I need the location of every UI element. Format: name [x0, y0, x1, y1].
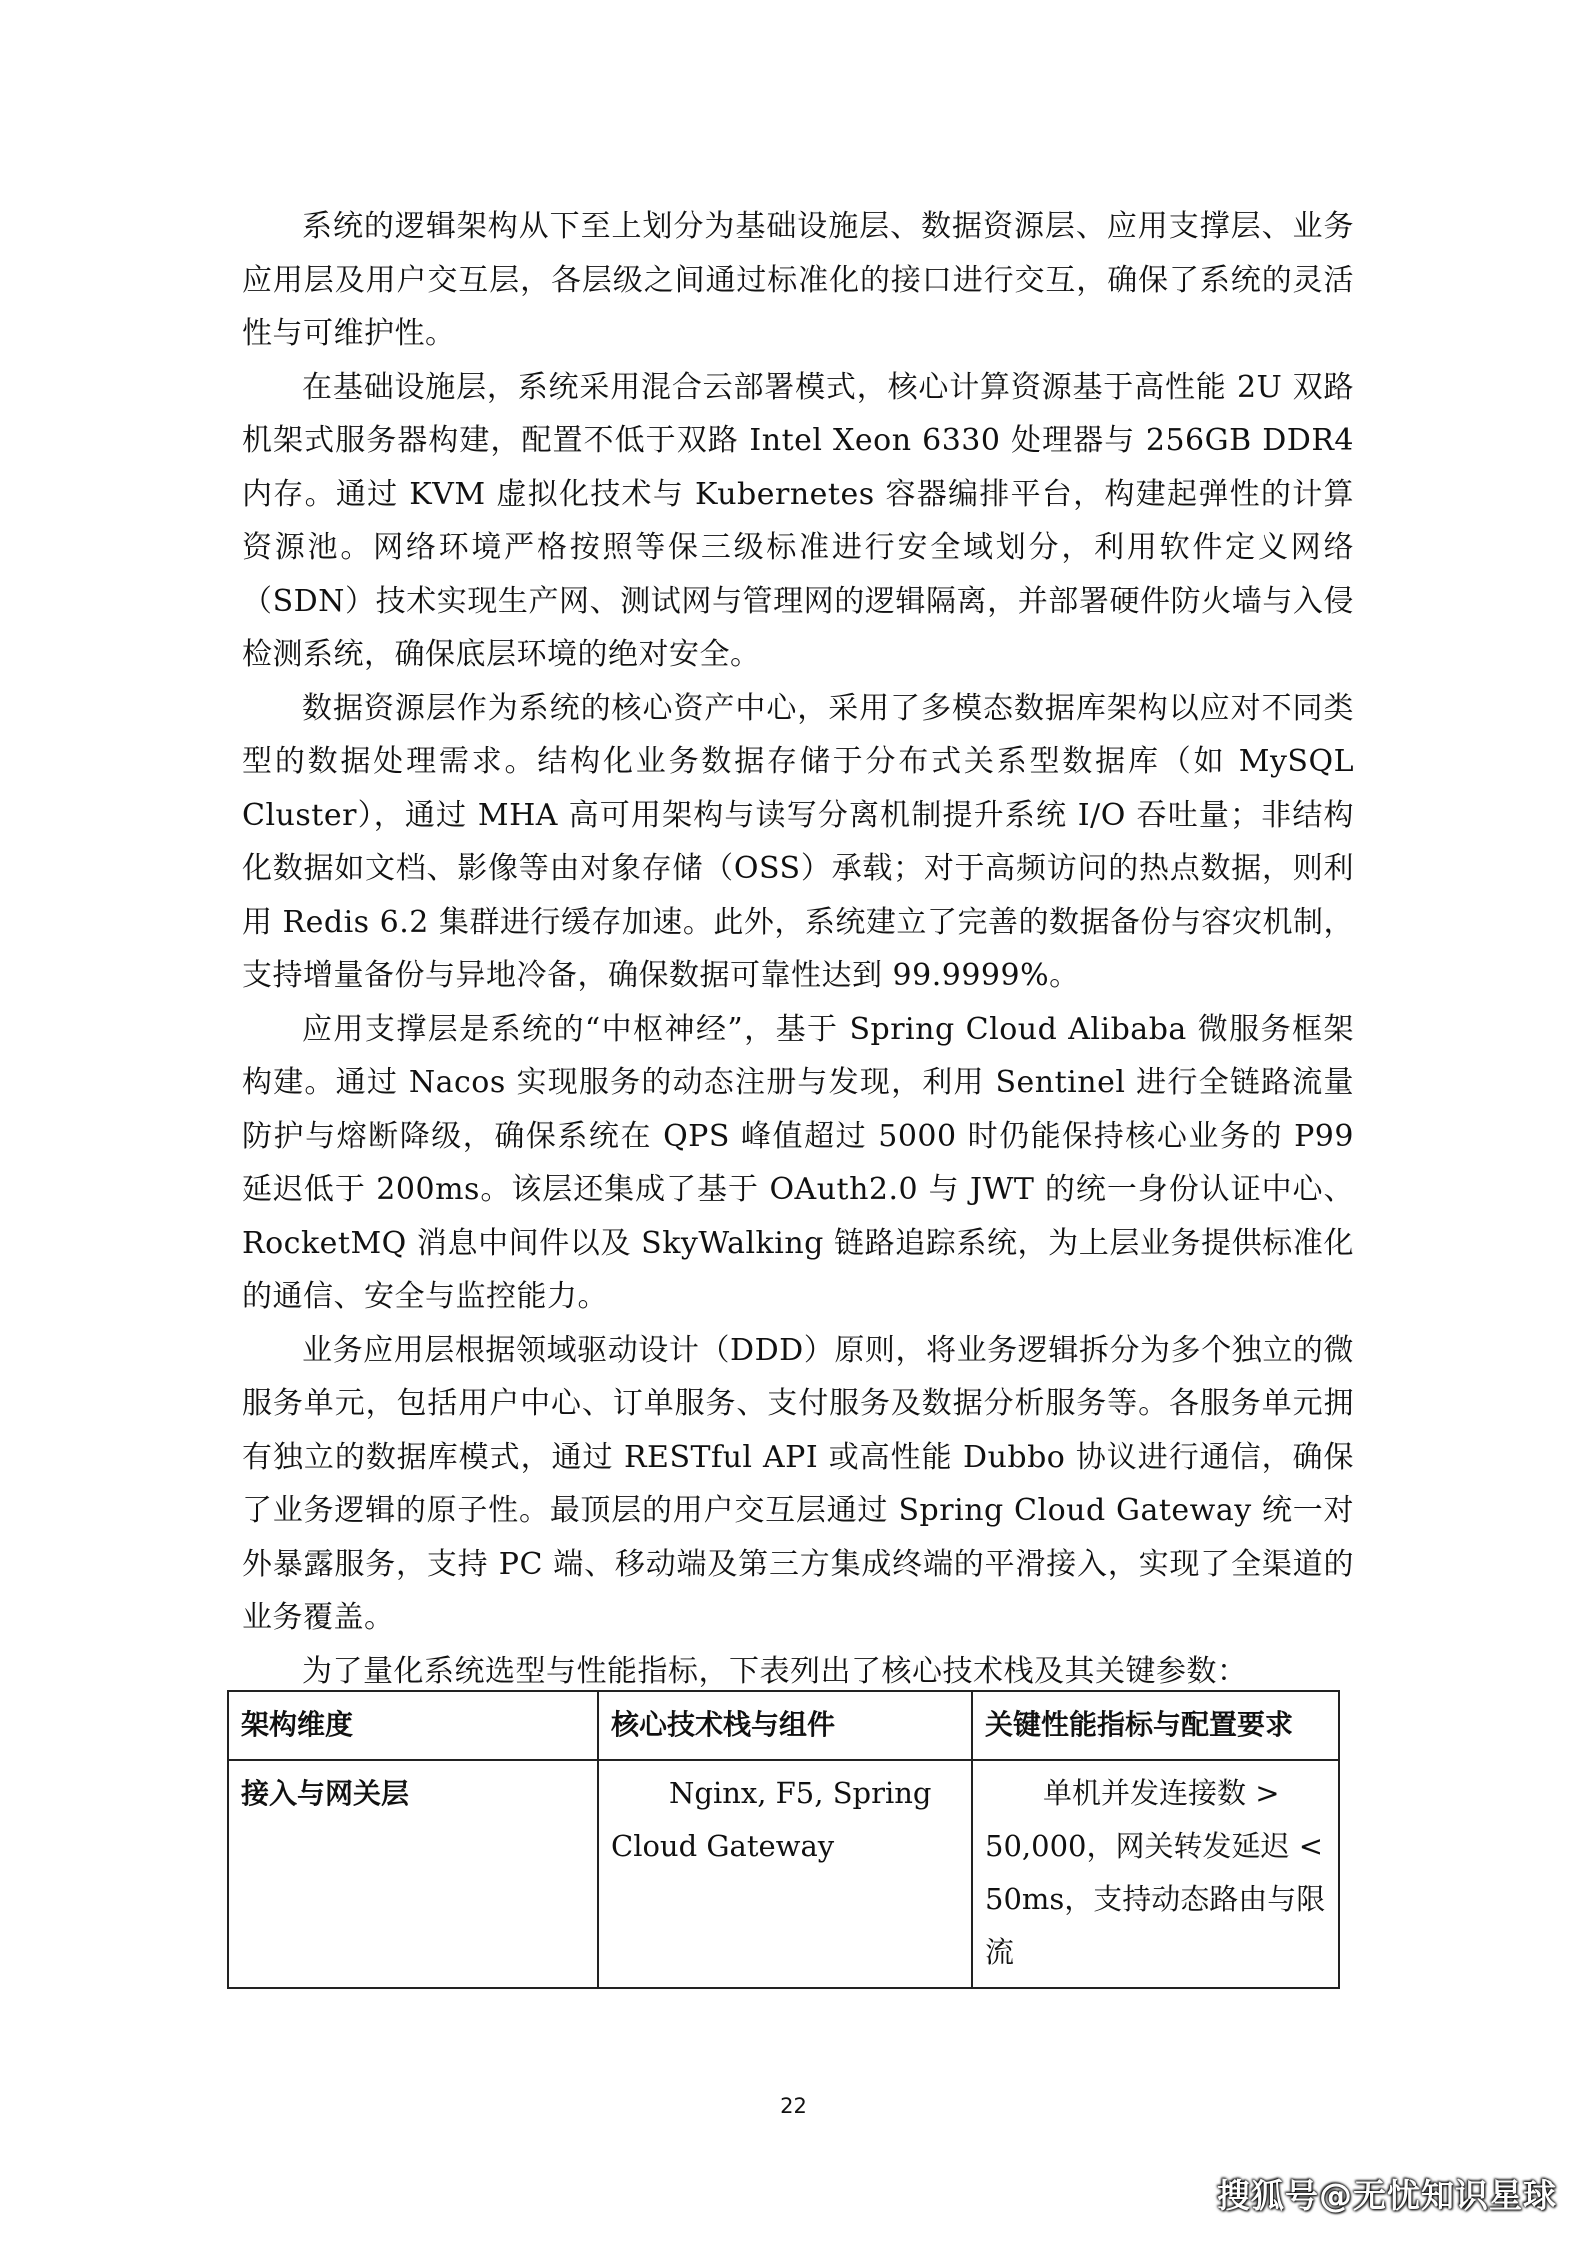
- header-dimension: 架构维度: [228, 1691, 598, 1760]
- paragraph: 应用支撑层是系统的“中枢神经”，基于 Spring Cloud Alibaba 微服务框架构建。通过 Nacos 实现服务的动态注册与发现，利用 Sentinel 进行全链路流量防护与熔断降级，确保系统在 QPS 峰值超过 5000 时仍能保持核心业务的 P99 延迟低于 200ms。该层还集成了基于 OAuth2.0 与 JWT 的统一身份认证中心、RocketMQ 消息中间件以及 SkyWalking 链路追踪系统，为上层业务提供标准化的通信、安全与监控能力。: [242, 1011, 1354, 1314]
- cell-stack: Nginx, F5, Spring Cloud Gateway: [598, 1760, 972, 1988]
- paragraph: 在基础设施层，系统采用混合云部署模式，核心计算资源基于高性能 2U 双路机架式服务器构建，配置不低于双路 Intel Xeon 6330 处理器与 256GB DDR4 内存。通过 KVM 虚拟化技术与 Kubernetes 容器编排平台，构建起弹性的计算资源池。网络环境严格按照等保三级标准进行安全域划分，利用软件定义网络（SDN）技术实现生产网、测试网与管理网的逻辑隔离，并部署硬件防火墙与入侵检测系统，确保底层环境的绝对安全。: [242, 369, 1354, 672]
- table-header-row: [228, 1691, 1339, 1760]
- header-stack: 核心技术栈与组件: [598, 1691, 972, 1760]
- paragraph: 系统的逻辑架构从下至上划分为基础设施层、数据资源层、应用支撑层、业务应用层及用户交互层，各层级之间通过标准化的接口进行交互，确保了系统的灵活性与可维护性。: [242, 209, 1354, 351]
- page-number: 22: [780, 2094, 807, 2118]
- header-metrics: 关键性能指标与配置要求: [972, 1691, 1339, 1760]
- paragraph: 数据资源层作为系统的核心资产中心，采用了多模态数据库架构以应对不同类型的数据处理需求。结构化业务数据存储于分布式关系型数据库（如 MySQL Cluster），通过 MHA 高可用架构与读写分离机制提升系统 I/O 吞吐量；非结构化数据如文档、影像等由对象存储（OSS）承载；对于高频访问的热点数据，则利用 Redis 6.2 集群进行缓存加速。此外，系统建立了完善的数据备份与容灾机制，支持增量备份与异地冷备，确保数据可靠性达到 99.9999%。: [242, 690, 1354, 993]
- tech-stack-table: [227, 1690, 1340, 1989]
- table-caption: 为了量化系统选型与性能指标，下表列出了核心技术栈及其关键参数：: [302, 1653, 1248, 1689]
- watermark: 搜狐号@无忧知识星球: [1217, 2176, 1557, 2215]
- cell-dimension: 接入与网关层: [228, 1760, 598, 1988]
- table-row: [228, 1760, 1339, 1988]
- cell-metrics: 单机并发连接数 > 50,000，网关转发延迟 < 50ms，支持动态路由与限流: [972, 1760, 1339, 1988]
- paragraph: 业务应用层根据领域驱动设计（DDD）原则，将业务逻辑拆分为多个独立的微服务单元，包括用户中心、订单服务、支付服务及数据分析服务等。各服务单元拥有独立的数据库模式，通过 RESTful API 或高性能 Dubbo 协议进行通信，确保了业务逻辑的原子性。最顶层的用户交互层通过 Spring Cloud Gateway 统一对外暴露服务，支持 PC 端、移动端及第三方集成终端的平滑接入，实现了全渠道的业务覆盖。: [242, 1332, 1354, 1635]
- body-text: [242, 200, 1354, 1698]
